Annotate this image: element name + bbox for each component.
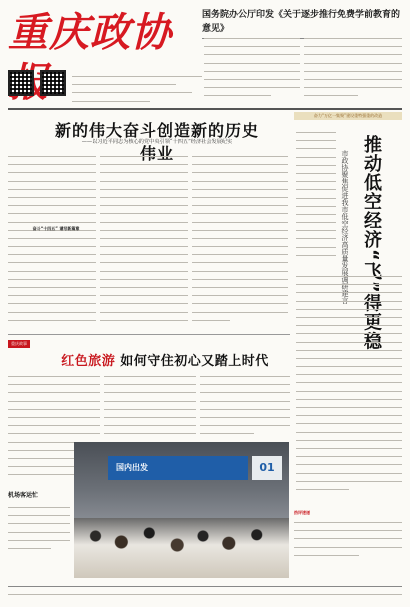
qr-codes	[8, 70, 68, 100]
red-section-rule	[8, 334, 290, 335]
photo-departure-sign: 国内出发	[108, 456, 248, 480]
main-subheadline: ——以习近平同志为核心的党中央引领“十四五”经济社会发展纪实	[81, 139, 233, 145]
red-headline-rest: 如何守住初心又踏上时代	[120, 354, 269, 369]
main-mid-heading: 奋斗“十四五” 谱写新篇章	[32, 226, 80, 231]
red-headline-highlight: 红色旅游	[61, 354, 116, 369]
right-vertical-title: 推动低空经济“飞”得更稳	[361, 135, 382, 351]
main-column-3	[192, 152, 288, 328]
photo-crowd	[74, 518, 289, 578]
airport-photo	[74, 442, 289, 578]
right-vertical-subtitle: 市政协聚焦促进我市低空经济高质量发展调研建言	[341, 150, 349, 304]
main-rule	[8, 108, 402, 110]
photo-caption	[8, 490, 70, 560]
note-title: 热评速递	[294, 510, 310, 515]
photo-gate-number: 01	[252, 456, 282, 480]
right-header-column-1	[204, 34, 300, 100]
main-column-2	[100, 152, 188, 328]
right-banner: 奋力“万亿一集聚”建设重特强重的改造	[294, 112, 402, 120]
right-header-column-2	[304, 34, 402, 100]
footer	[8, 590, 402, 600]
qr-code-2	[40, 70, 66, 96]
publication-info	[72, 72, 202, 102]
red-column-3	[200, 372, 290, 438]
red-headline	[40, 350, 290, 369]
caption-title: 机场客运忙	[8, 492, 39, 499]
red-column-2	[104, 372, 196, 438]
masthead	[8, 8, 198, 58]
right-intro-column	[296, 128, 336, 268]
main-headline: 新的伟大奋斗创造新的历史伟业	[54, 121, 259, 163]
red-section-label: 重庆故事	[8, 340, 30, 348]
main-column-1	[8, 152, 96, 328]
qr-code-1	[8, 70, 34, 96]
right-header-title: 国务院办公厅印发《关于逐步推行免费学前教育的意见》	[202, 10, 401, 34]
right-body-column	[296, 272, 402, 502]
footer-rule	[8, 586, 402, 587]
note-box	[294, 510, 402, 559]
masthead-title: 重庆政协	[8, 9, 172, 56]
